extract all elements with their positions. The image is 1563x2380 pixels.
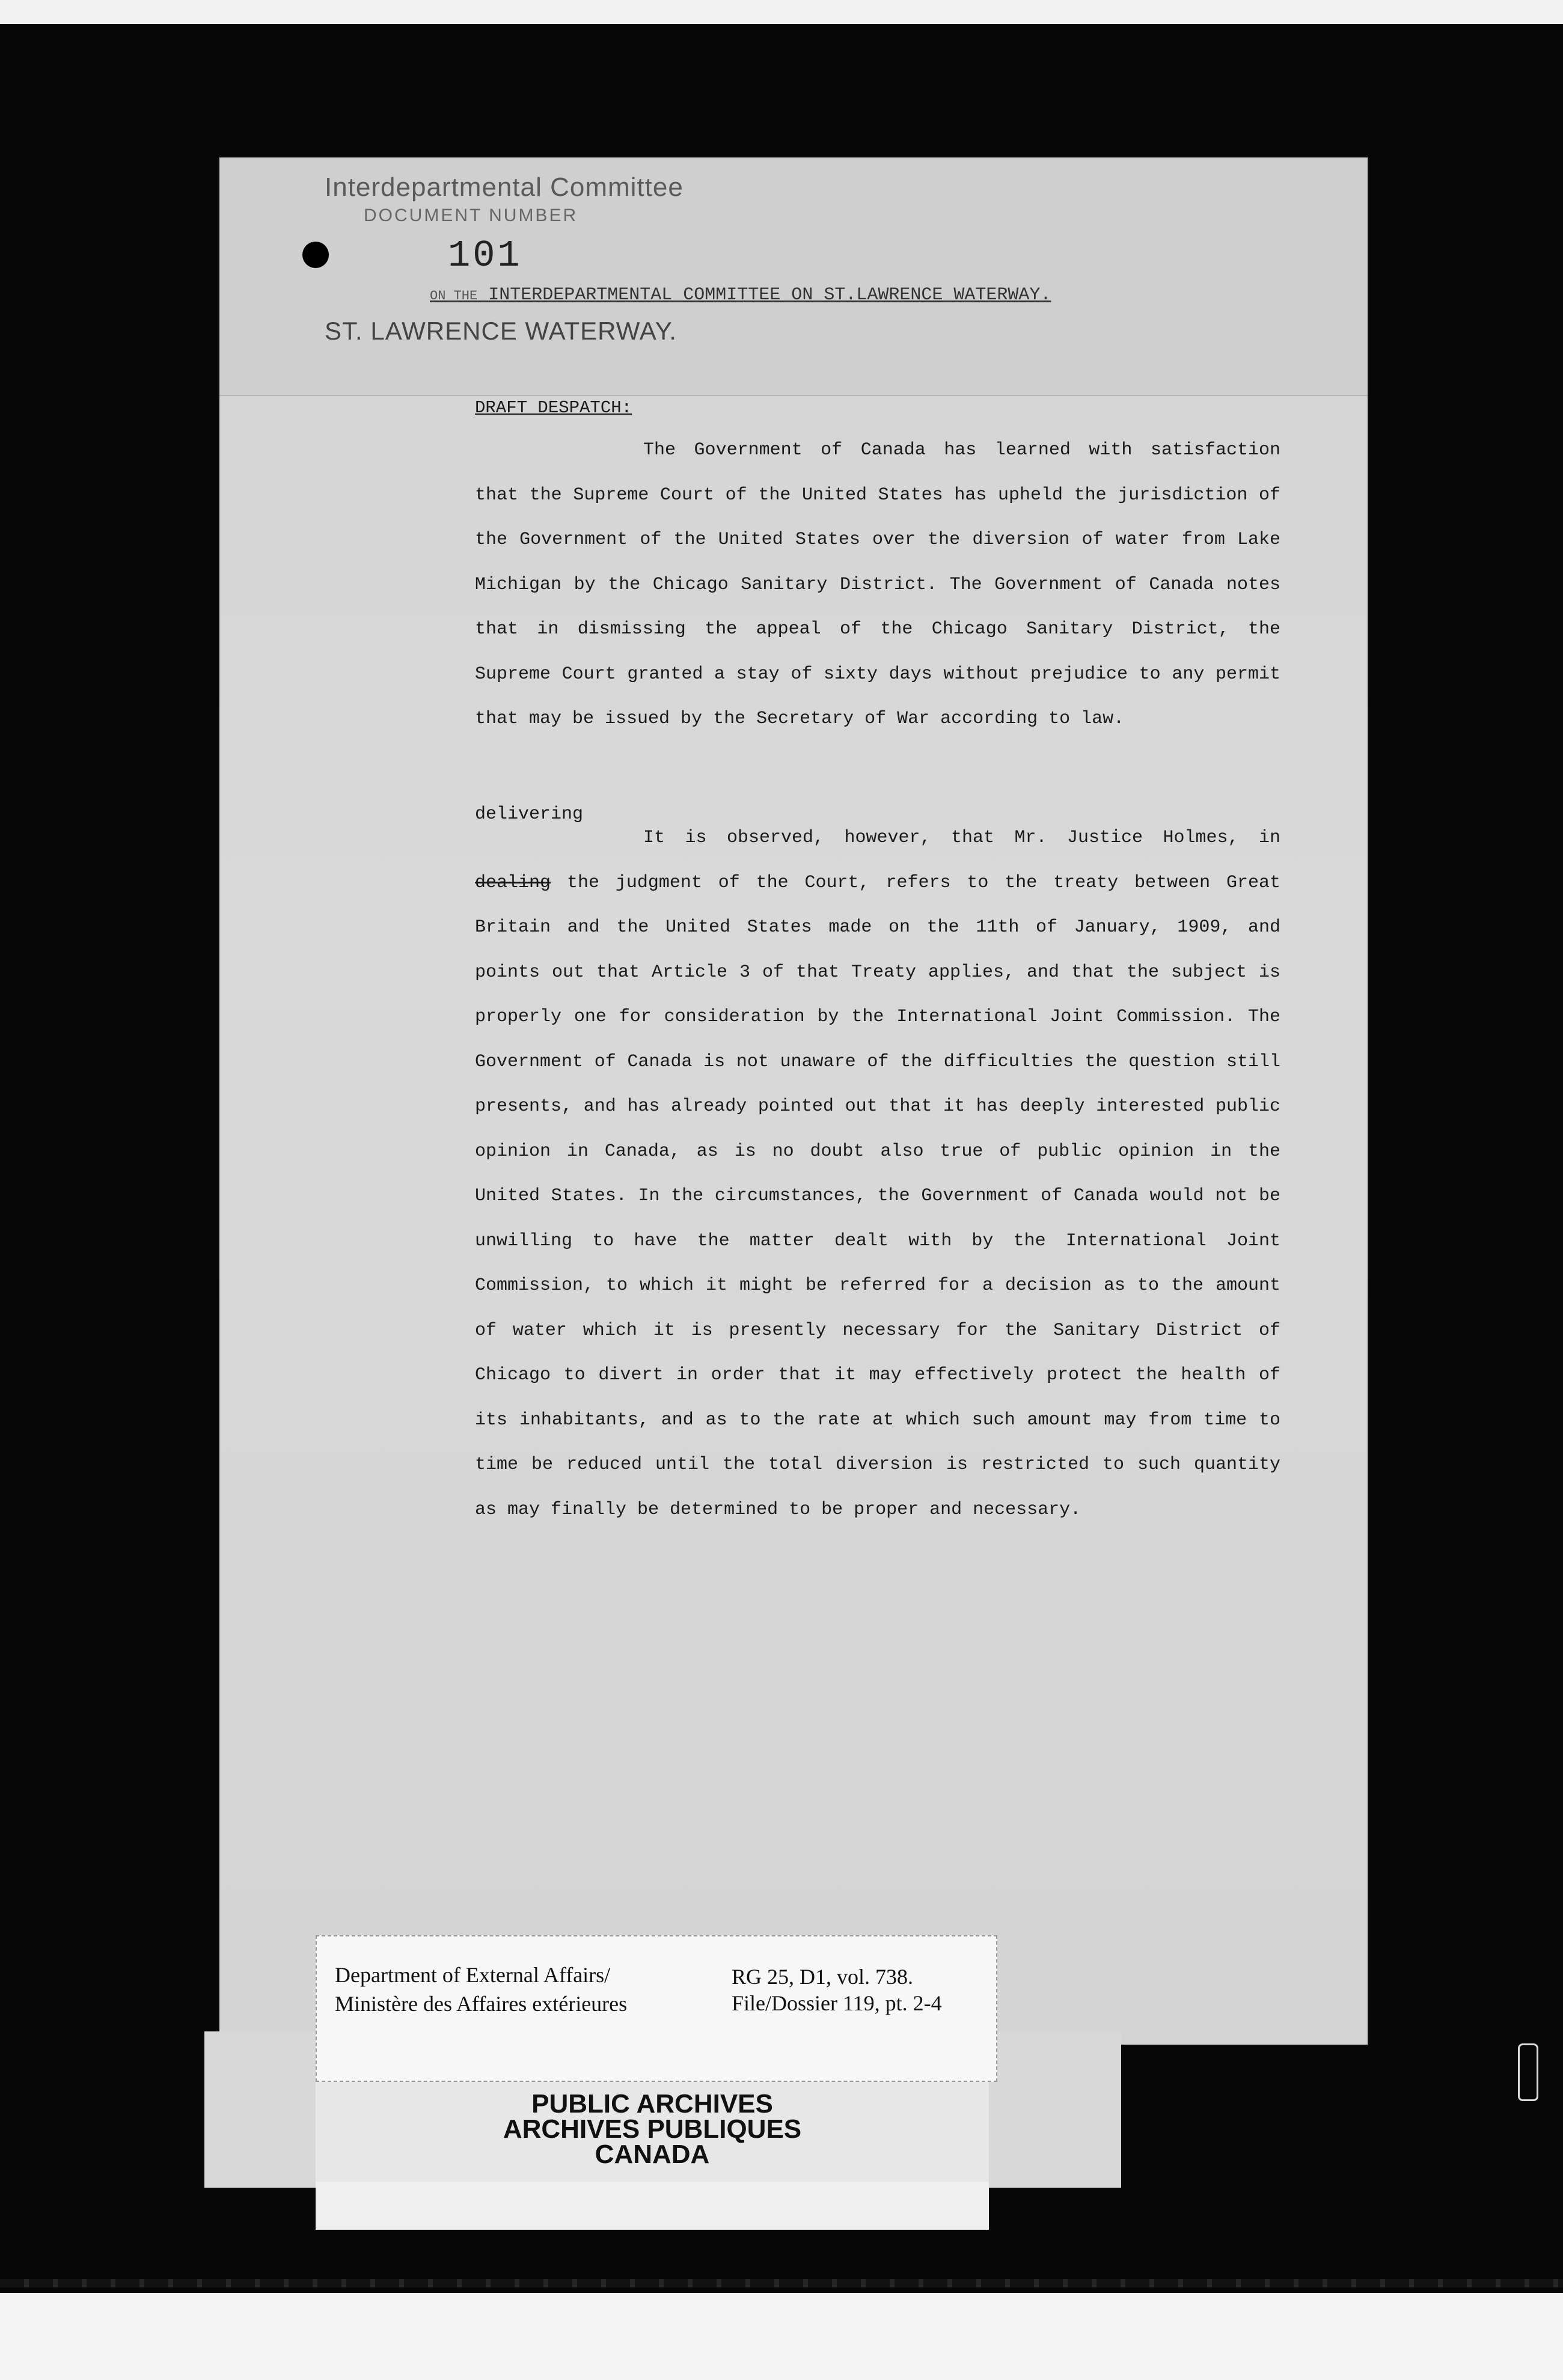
film-edge [0,2279,1563,2287]
public-archives-stamp [316,2089,989,2169]
committee-stamp: Interdepartmental Committee [325,172,684,202]
punch-hole [302,242,329,268]
paragraph-2-start: It is observed, however, that Mr. Justice Holmes, in [643,828,1280,848]
department-line-2: Ministère des Affaires extérieures [335,1992,628,2016]
committee-name: INTERDEPARTMENTAL COMMITTEE ON ST.LAWRENCE WATERWAY. [488,285,1051,305]
department-name [335,1960,627,2018]
handwritten-insertion: delivering [475,804,584,825]
committee-line [430,285,1051,305]
document-number: 101 [448,234,522,277]
document-header [219,157,1368,396]
stamp-line-2: ARCHIVES PUBLIQUES [503,2114,802,2144]
archive-reference [732,1964,942,2016]
document-sheet [219,157,1368,2045]
stamp-line-3: CANADA [595,2140,710,2169]
reference-line-1: RG 25, D1, vol. 738. [732,1965,914,1989]
frame-mark [1518,2043,1538,2101]
paragraph-2-rest: the judgment of the Court, refers to the treaty between Great Britain and the United States made on the 11th of January, 1909, and points out that Article 3 of that Treaty applies, and that the subject is properly one for consideration by the International Joint Commission. The Government of Canada is not unaware of the difficulties the question still presents, and has already pointed out that it has deeply interested public opinion in Canada, as is no doubt also true of public opinion in the United States. In the circumstances, the Government of Canada would not be unwilling to have the matter dealt with by the International Joint Commission, to which it might be referred for a decision as to the amount of water which it is presently necessary for the Sanitary District of Chicago to divert in order that it may effectively protect the health of its inhabitants, and as to the rate at which such amount may from time to time be reduced until the total diversion is restricted to such quantity as may finally be determined to be proper and necessary. [475,872,1280,1520]
paragraph-1: The Government of Canada has learned with satisfaction that the Supreme Court of the United States has upheld the jurisdiction of the Government of the United States over the diversion of water from Lake Michigan by the Chicago Sanitary District. The Government of Canada notes that in dismissing the appeal of the Chicago Sanitary District, the Supreme Court granted a stay of sixty days without prejudice to any permit that may be issued by the Secretary of War according to law. [475,440,1280,729]
archive-stub-base [316,2182,989,2230]
bottom-margin [0,2293,1563,2380]
top-margin [0,0,1563,24]
struck-word: dealing [475,872,551,893]
department-line-1: Department of External Affairs/ [335,1963,611,1987]
archive-reference-label [316,1935,997,2082]
stamp-line-1: PUBLIC ARCHIVES [531,2089,773,2119]
reference-line-2: File/Dossier 119, pt. 2-4 [732,1991,942,2015]
file-title: ST. LAWRENCE WATERWAY. [325,317,677,345]
draft-heading: DRAFT DESPATCH: [475,398,632,418]
document-number-label: DOCUMENT NUMBER [364,206,578,225]
paragraph-2 [475,816,1280,1532]
committee-prefix: ON THE [430,288,478,304]
